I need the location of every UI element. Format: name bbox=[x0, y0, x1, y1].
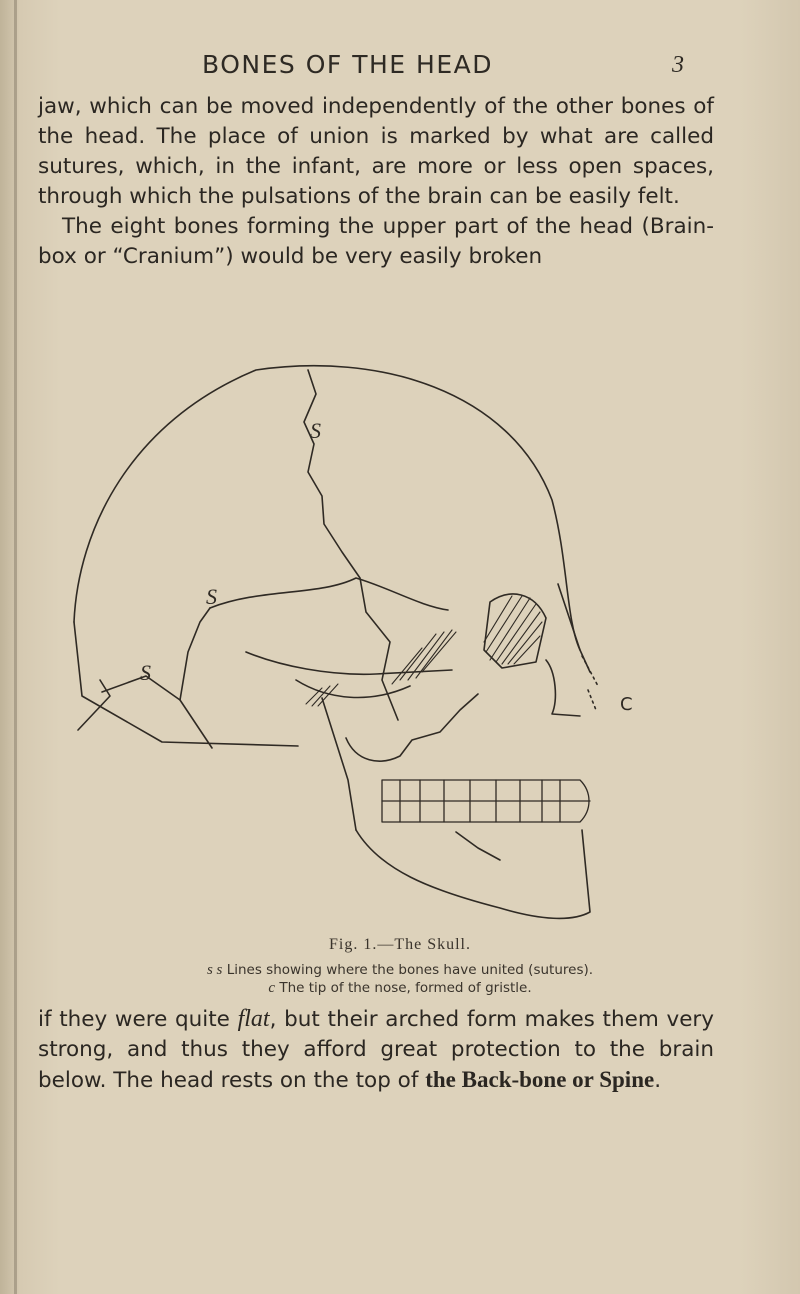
skull-figure bbox=[60, 360, 660, 940]
legend-line bbox=[0, 980, 800, 997]
running-head bbox=[0, 50, 800, 86]
label-s-mid: S bbox=[206, 584, 217, 609]
legend-text: The tip of the nose, formed of gristle. bbox=[279, 980, 532, 996]
paragraph: jaw, which can be moved independently of the other bones of the head. The place of union is marked by what are called sutures, which, in the infant, are more or less open spaces, through which the pulsations of the brain can be easily felt. bbox=[38, 94, 714, 209]
nasal-aperture bbox=[546, 660, 580, 716]
orbit bbox=[484, 594, 546, 668]
label-s-top: S bbox=[310, 418, 321, 443]
mandible-ramus bbox=[322, 698, 356, 830]
lambdoid-suture bbox=[210, 578, 448, 610]
mandible bbox=[356, 830, 590, 918]
label-c: C bbox=[620, 694, 633, 715]
body-text-top bbox=[38, 92, 714, 272]
orbit-shading bbox=[484, 596, 542, 664]
occipital-line bbox=[78, 680, 110, 730]
label-s-left: S bbox=[140, 660, 151, 685]
squamous-suture bbox=[102, 676, 212, 748]
text-run: , but their arched form makes them very strong, and thus they afford great protection to the brain below. The head rests on the top of bbox=[38, 1007, 714, 1093]
text-run: if they were quite bbox=[38, 1007, 238, 1032]
legend-line bbox=[0, 962, 800, 979]
legend-key: c bbox=[268, 980, 276, 996]
nasal-bone bbox=[558, 584, 590, 672]
legend-key: s s bbox=[206, 962, 223, 978]
skull-base-line bbox=[74, 622, 298, 746]
text-run: . bbox=[654, 1068, 662, 1093]
paragraph bbox=[38, 1004, 714, 1096]
legend-text: Lines showing where the bones have united (sutures). bbox=[226, 962, 594, 978]
emphasis-flat: flat bbox=[237, 1006, 270, 1032]
running-head-title: BONES OF THE HEAD bbox=[202, 50, 493, 79]
page-number: 3 bbox=[672, 52, 684, 78]
paragraph: The eight bones forming the upper part of the head (Brain-box or “Cranium”) would be very easily broken bbox=[38, 214, 714, 269]
bold-term: the Back-bone or Spine bbox=[425, 1067, 655, 1092]
body-text-bottom bbox=[38, 1004, 714, 1096]
cranium-outline bbox=[74, 366, 580, 650]
gutter-shadow bbox=[14, 0, 17, 1294]
figure-caption: Fig. 1.—The Skull. bbox=[328, 936, 471, 953]
teeth bbox=[382, 780, 590, 822]
maxilla bbox=[346, 694, 478, 761]
